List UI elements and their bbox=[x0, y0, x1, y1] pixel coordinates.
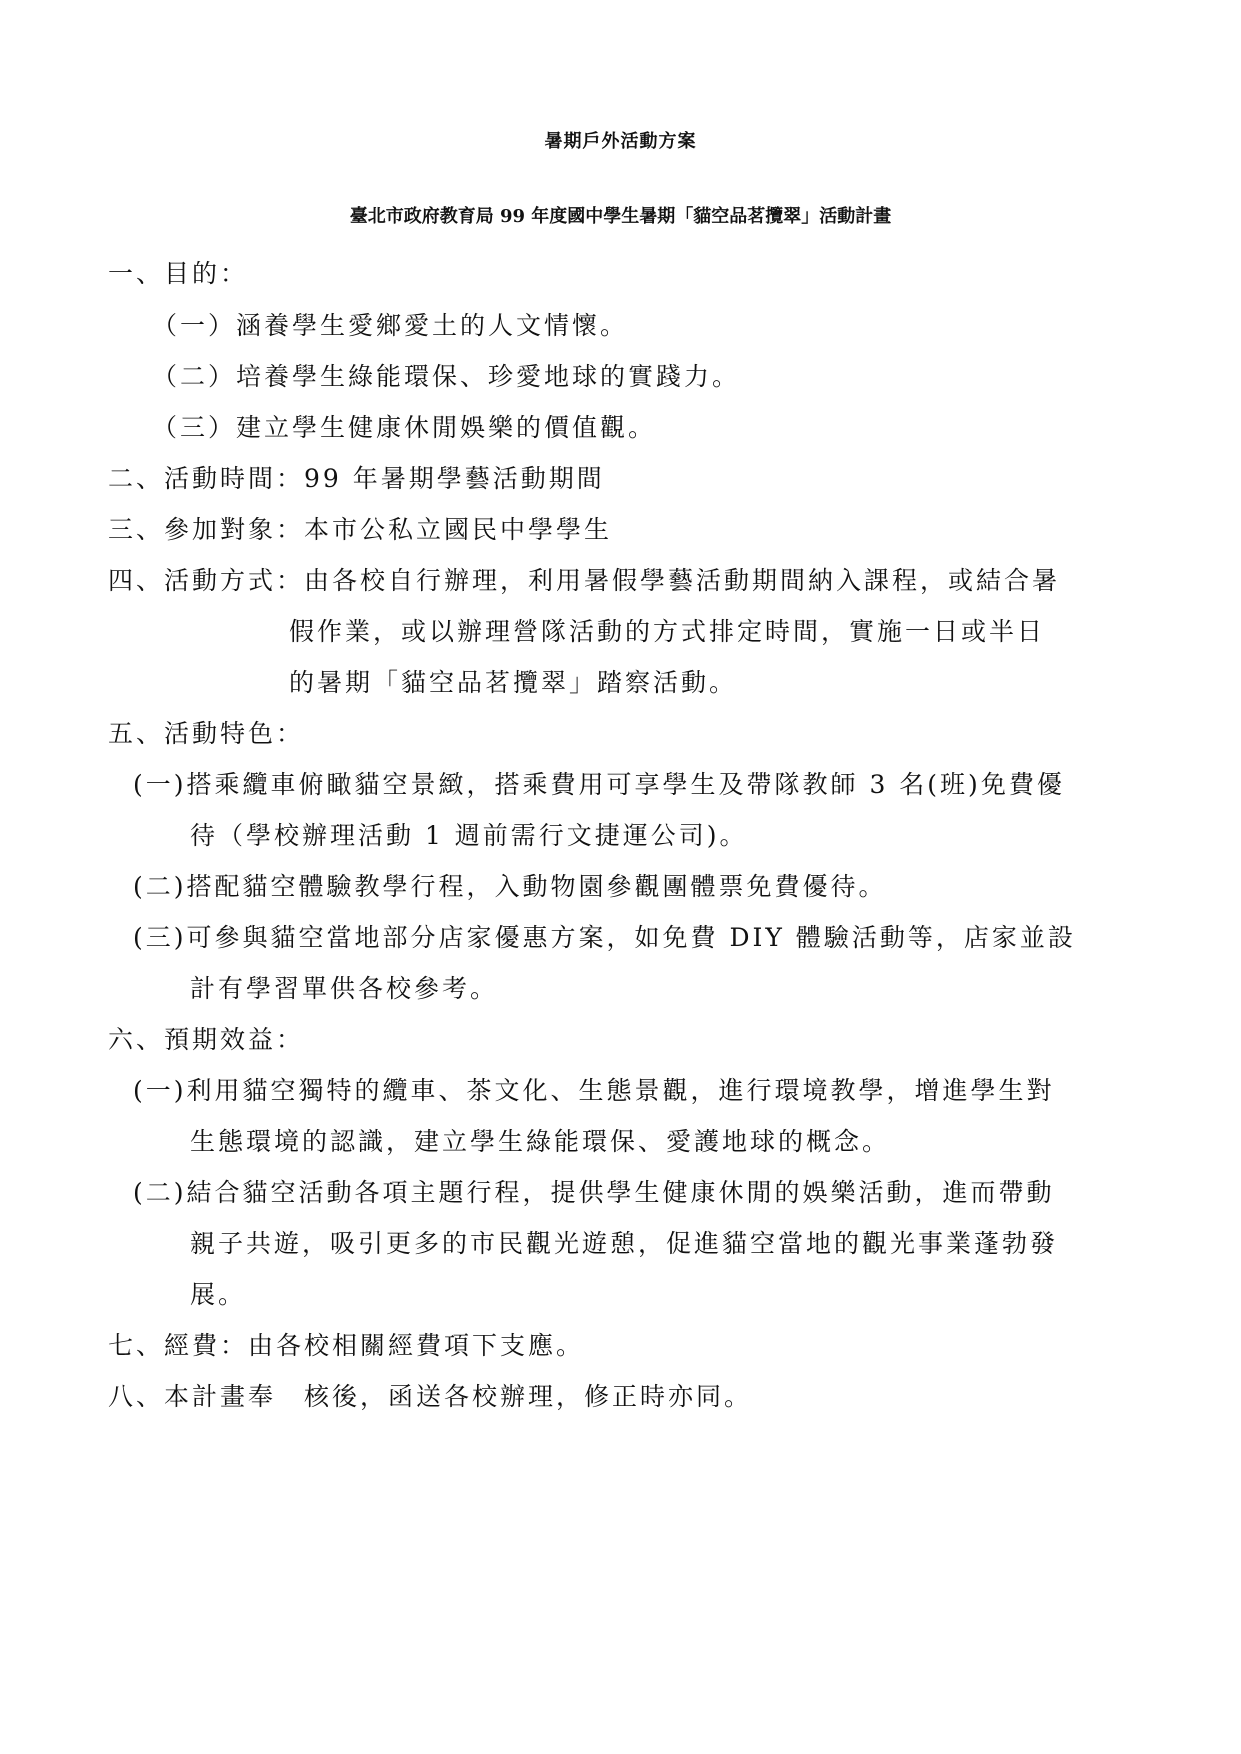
section-1-item-1: （一）涵養學生愛鄉愛土的人文情懷。 bbox=[152, 311, 629, 340]
section-5-item-1-line-2: 待（學校辦理活動 1 週前需行文捷運公司)。 bbox=[190, 821, 748, 850]
section-4-line-3: 的暑期「貓空品茗攬翠」踏察活動。 bbox=[289, 668, 738, 697]
section-6-item-2-line-3: 展。 bbox=[190, 1280, 247, 1309]
document-subtitle: 臺北市政府教育局 99 年度國中學生暑期「貓空品茗攬翠」活動計畫 bbox=[349, 206, 892, 227]
section-1-item-2: （二）培養學生綠能環保、珍愛地球的實踐力。 bbox=[152, 362, 741, 391]
section-5-item-3-line-2: 計有學習單供各校參考。 bbox=[190, 974, 499, 1003]
section-6-item-1-line-1: (一)利用貓空獨特的纜車、茶文化、生態景觀，進行環境教學，增進學生對 bbox=[133, 1076, 1055, 1105]
section-6-item-2-line-1: (二)結合貓空活動各項主題行程，提供學生健康休閒的娛樂活動，進而帶動 bbox=[133, 1178, 1055, 1207]
document-title: 暑期戶外活動方案 bbox=[544, 131, 697, 152]
section-6-item-2-line-2: 親子共遊，吸引更多的市民觀光遊憩，促進貓空當地的觀光事業蓬勃發 bbox=[190, 1229, 1059, 1258]
section-7: 七、經費：由各校相關經費項下支應。 bbox=[108, 1331, 585, 1360]
section-5-item-1-line-1: (一)搭乘纜車俯瞰貓空景緻，搭乘費用可享學生及帶隊教師 3 名(班)免費優 bbox=[133, 770, 1065, 799]
section-4-line-1: 四、活動方式：由各校自行辦理，利用暑假學藝活動期間納入課程，或結合暑 bbox=[108, 566, 1061, 595]
section-1-heading: 一、目的： bbox=[108, 259, 249, 288]
section-6-item-1-line-2: 生態環境的認識，建立學生綠能環保、愛護地球的概念。 bbox=[190, 1127, 891, 1156]
section-8: 八、本計畫奉 核後，函送各校辦理，修正時亦同。 bbox=[108, 1382, 753, 1411]
section-3: 三、參加對象：本市公私立國民中學學生 bbox=[108, 515, 613, 544]
section-5-item-3-line-1: (三)可參與貓空當地部分店家優惠方案，如免費 DIY 體驗活動等，店家並設 bbox=[133, 923, 1076, 952]
section-6-heading: 六、預期效益： bbox=[108, 1025, 305, 1054]
section-1-item-3: （三）建立學生健康休閒娛樂的價值觀。 bbox=[152, 413, 657, 442]
section-5-heading: 五、活動特色： bbox=[108, 719, 305, 748]
section-4-line-2: 假作業，或以辦理營隊活動的方式排定時間，實施一日或半日 bbox=[289, 617, 1046, 646]
section-2: 二、活動時間：99 年暑期學藝活動期間 bbox=[108, 464, 605, 493]
section-5-item-2: (二)搭配貓空體驗教學行程，入動物園參觀團體票免費優待。 bbox=[133, 872, 887, 901]
